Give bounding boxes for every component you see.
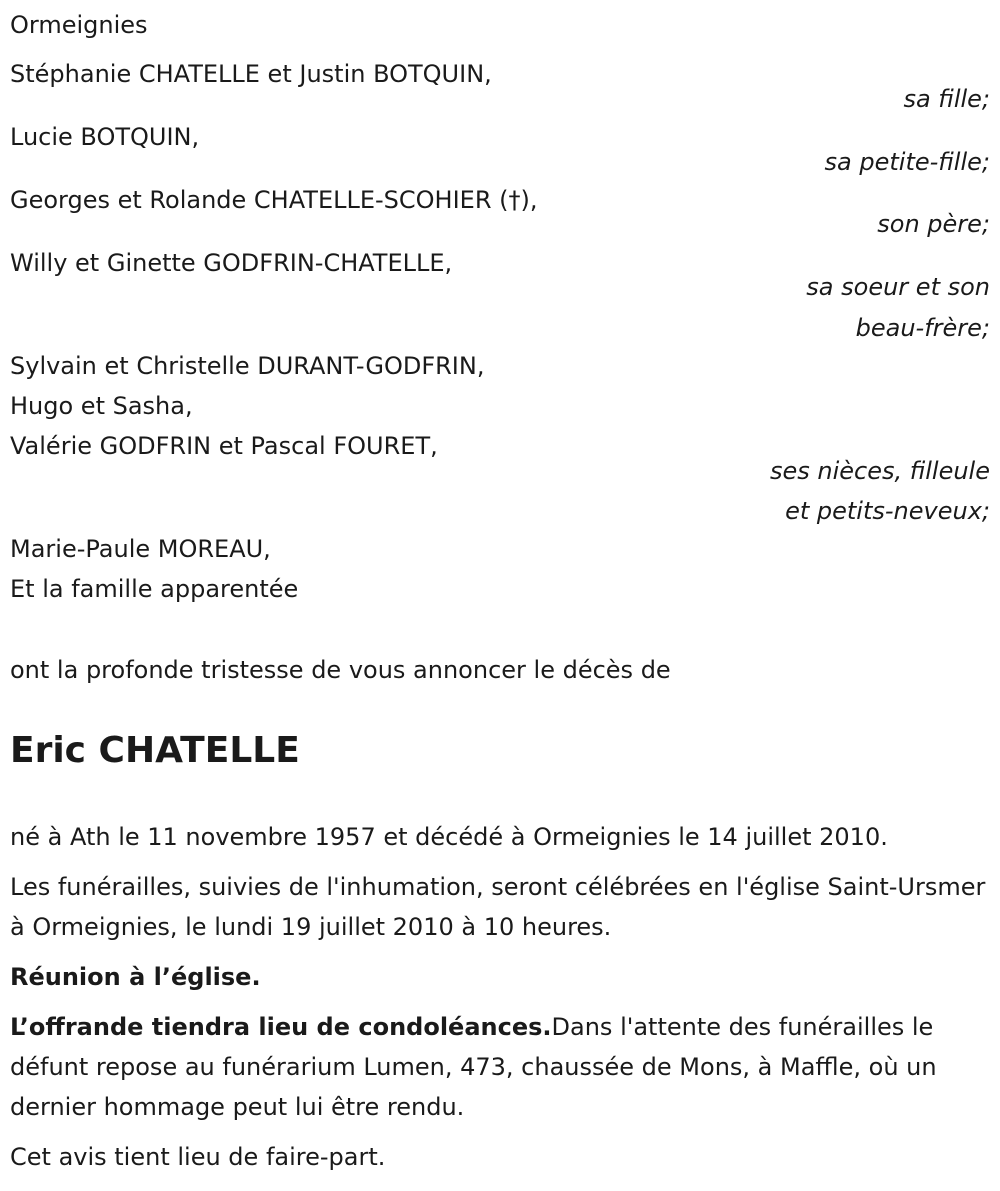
birth-death: né à Ath le 11 novembre 1957 et décédé à Ormeignies le 14 juillet 2010. [10, 823, 888, 851]
family-name-line: Hugo et Sasha, [10, 392, 193, 420]
deceased-name: Eric CHATELLE [10, 730, 300, 771]
family-relation: et petits-neveux; [785, 497, 990, 525]
offering-text: Dans l'attente des funérailles le défunt repose au funérarium Lumen, 473, chaussée de Mons, à Maffle, où un dernier hommage peut lui être rendu. [10, 1013, 937, 1121]
family-relation: beau-frère; [855, 314, 990, 342]
family-name-line: Willy et Ginette GODFRIN-CHATELLE, [10, 249, 453, 277]
family-relation: sa fille; [903, 85, 990, 113]
meeting: Réunion à l’église. [10, 963, 261, 991]
funeral-info: Les funérailles, suivies de l'inhumation, seront célébrées en l'église Saint-Ursmer à Ormeignies, le lundi 19 juillet 2010 à 10 heures. [10, 873, 986, 941]
family-name-line: Stéphanie CHATELLE et Justin BOTQUIN, [10, 60, 492, 88]
family-relation: sa petite-fille; [824, 148, 990, 176]
family-name-line: Sylvain et Christelle DURANT-GODFRIN, [10, 352, 485, 380]
family-name-line: Lucie BOTQUIN, [10, 123, 200, 151]
offering-paragraph [10, 1007, 995, 1127]
family-relation: son père; [877, 210, 990, 238]
family-name-line: Et la famille apparentée [10, 575, 299, 603]
offering-bold: L’offrande tiendra lieu de condoléances. [10, 1013, 552, 1041]
location: Ormeignies [10, 11, 148, 39]
announcement: ont la profonde tristesse de vous annoncer le décès de [10, 656, 671, 684]
family-name-line: Georges et Rolande CHATELLE-SCOHIER (†), [10, 186, 538, 214]
family-name-line: Valérie GODFRIN et Pascal FOURET, [10, 432, 438, 460]
closing: Cet avis tient lieu de faire-part. [10, 1143, 386, 1171]
family-relation: ses nièces, filleule [769, 457, 990, 485]
family-name-line: Marie-Paule MOREAU, [10, 535, 271, 563]
family-relation: sa soeur et son [806, 273, 990, 301]
